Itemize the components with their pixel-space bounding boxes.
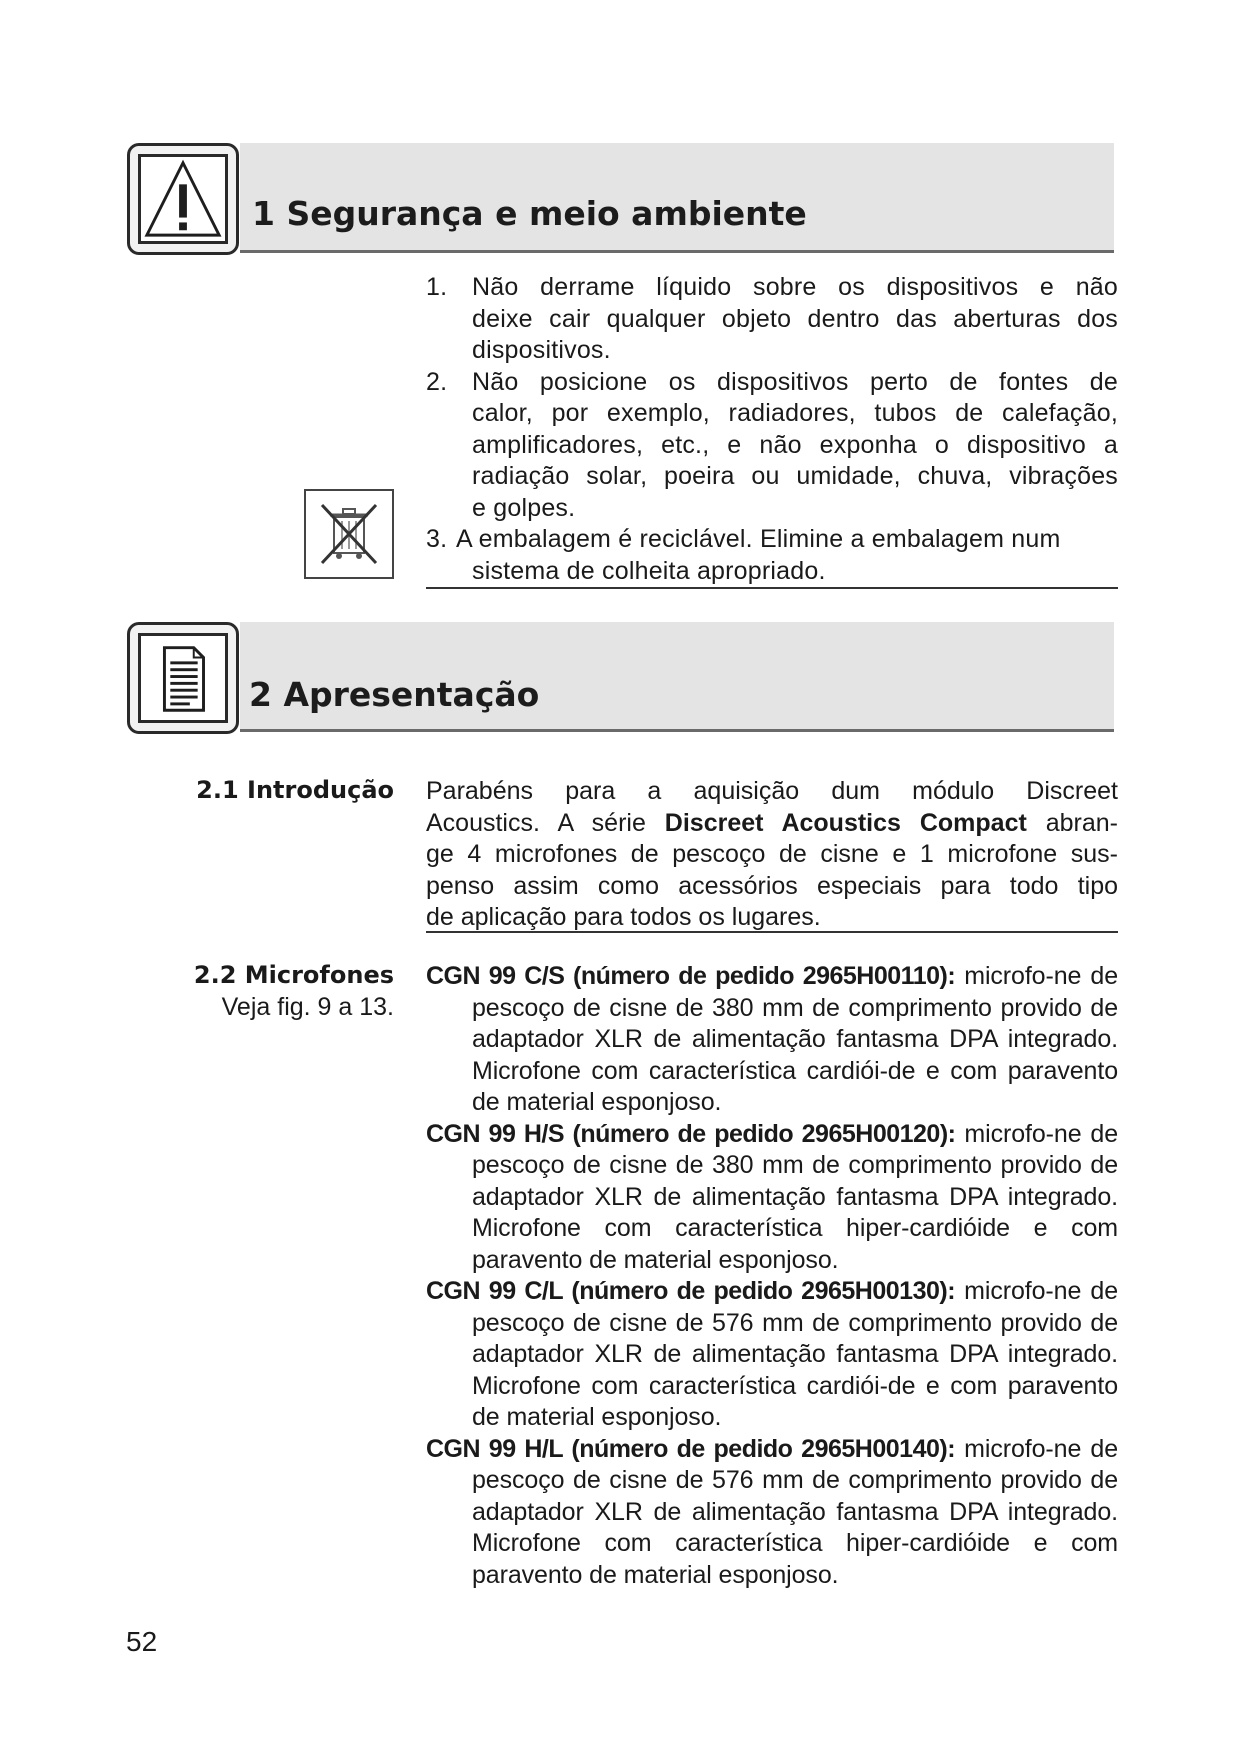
list-item bbox=[426, 272, 1118, 367]
subsection-note: Veja fig. 9 a 13. bbox=[221, 993, 394, 1021]
intro-paragraph bbox=[426, 776, 1118, 934]
paragraph-line: ge 4 microfones de pescoço de cisne e 1 microfone sus- bbox=[426, 840, 1118, 868]
recycle-bin-crossed-icon bbox=[306, 491, 392, 577]
section-title: 1 Segurança e meio ambiente bbox=[252, 194, 807, 233]
list-item bbox=[426, 367, 1118, 525]
microphone-list bbox=[426, 961, 1118, 1591]
safety-list bbox=[426, 272, 1118, 587]
list-line: deixe cair qualquer objeto dentro das aberturas dos bbox=[472, 304, 1118, 333]
product-description: microfo-ne de pescoço de cisne de 380 mm de comprimento provido de adaptador XLR de alimentação fantasma DPA integrado. Microfone com característica cardiói-de e com paravento de material esponjoso. bbox=[472, 962, 1119, 1116]
paragraph-line: penso assim como acessórios especiais para todo tipo bbox=[426, 871, 1118, 900]
list-item bbox=[426, 961, 1118, 1119]
bold-series-name: Discreet Acoustics Compact bbox=[664, 808, 1027, 837]
divider bbox=[426, 587, 1118, 589]
list-number: 1. bbox=[426, 273, 448, 301]
list-line: A embalagem é reciclável. Elimine a embalagem num bbox=[456, 525, 1061, 553]
list-line: calor, por exemplo, radiadores, tubos de calefação, bbox=[472, 399, 1118, 427]
list-number: 2. bbox=[426, 367, 448, 396]
document-icon-frame bbox=[127, 622, 239, 734]
list-item bbox=[426, 1434, 1118, 1592]
warning-icon-frame bbox=[127, 143, 239, 255]
list-number: 3. bbox=[426, 525, 448, 553]
subsection-heading: 2.2 Microfones bbox=[193, 961, 394, 989]
product-code: CGN 99 C/S (número de pedido 2965H00110): bbox=[426, 962, 956, 990]
text-span: abran- bbox=[1026, 808, 1119, 837]
product-code: CGN 99 H/S (número de pedido 2965H00120): bbox=[426, 1119, 956, 1148]
subsection-heading: 2.1 Introdução bbox=[196, 776, 394, 804]
document-icon bbox=[141, 635, 225, 721]
paragraph-line bbox=[426, 808, 1118, 840]
list-item bbox=[426, 1119, 1118, 1277]
list-line: Não derrame líquido sobre os dispositivos e não bbox=[472, 273, 1118, 301]
product-description: microfo-ne de pescoço de cisne de 576 mm de comprimento provido de adaptador XLR de alimentação fantasma DPA integrado. Microfone com característica cardiói-de e com paravento de material esponjoso. bbox=[472, 1277, 1118, 1431]
text-span: Acoustics. A série bbox=[426, 808, 665, 837]
divider bbox=[426, 931, 1118, 933]
product-description: microfo-ne de pescoço de cisne de 380 mm de comprimento provido de adaptador XLR de alimentação fantasma DPA integrado. Microfone com característica hiper-cardióide e com paravento de material esponjoso. bbox=[472, 1119, 1118, 1274]
product-description: microfo-ne de pescoço de cisne de 576 mm de comprimento provido de adaptador XLR de alimentação fantasma DPA integrado. Microfone com característica hiper-cardióide e com paravento de material esponjoso. bbox=[472, 1434, 1118, 1589]
recycle-bin-crossed-icon-frame bbox=[304, 489, 394, 579]
list-item bbox=[426, 524, 1118, 587]
page-number: 52 bbox=[126, 1626, 158, 1657]
product-code: CGN 99 C/L (número de pedido 2965H00130): bbox=[426, 1277, 956, 1305]
section-title: 2 Apresentação bbox=[249, 675, 540, 714]
list-line: e golpes. bbox=[472, 493, 576, 522]
product-code: CGN 99 H/L (número de pedido 2965H00140): bbox=[426, 1434, 956, 1463]
list-line: sistema de colheita apropriado. bbox=[472, 556, 826, 585]
paragraph-line: Parabéns para a aquisição dum módulo Discreet bbox=[426, 777, 1118, 805]
warning-icon bbox=[141, 156, 225, 242]
list-line: dispositivos. bbox=[472, 336, 611, 364]
list-line: radiação solar, poeira ou umidade, chuva, vibrações bbox=[472, 462, 1118, 490]
list-line: Não posicione os dispositivos perto de fontes de bbox=[472, 367, 1118, 396]
list-item bbox=[426, 1276, 1118, 1434]
paragraph-line: de aplicação para todos os lugares. bbox=[426, 903, 821, 931]
list-line: amplificadores, etc., e não exponha o dispositivo a bbox=[472, 430, 1118, 459]
